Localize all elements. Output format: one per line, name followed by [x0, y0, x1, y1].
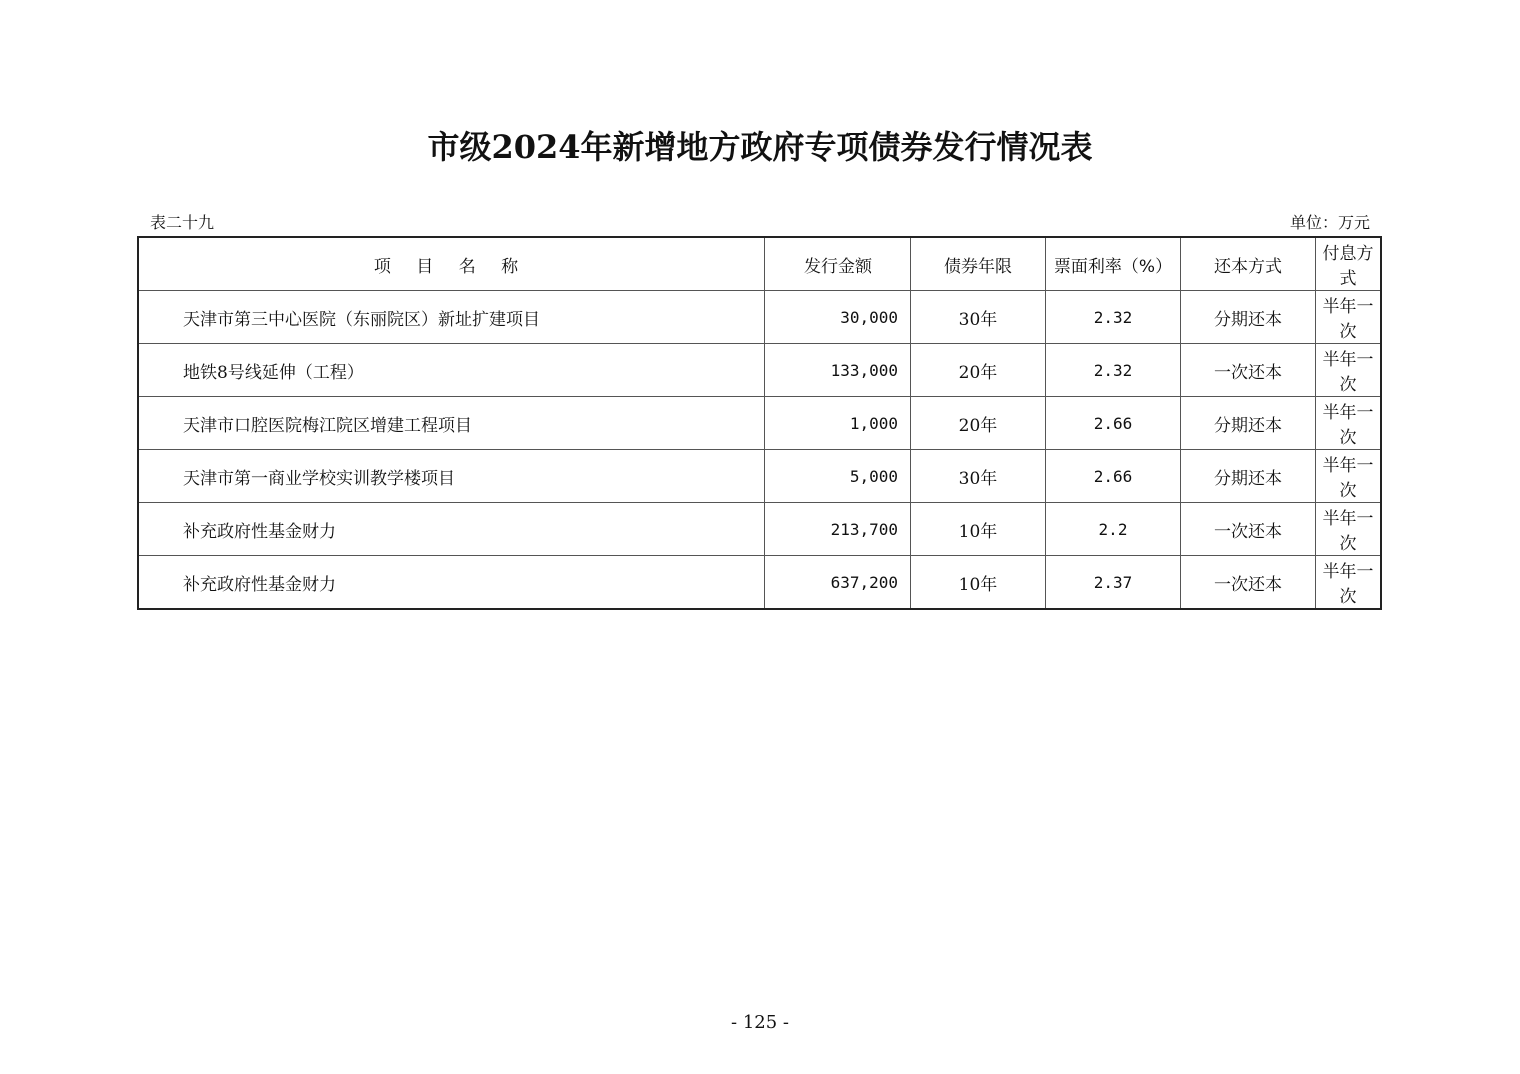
header-interest: 付息方式	[1316, 237, 1382, 291]
cell-rate: 2.32	[1046, 344, 1181, 397]
cell-amount: 1,000	[765, 397, 911, 450]
cell-interest: 半年一次	[1316, 450, 1382, 503]
cell-term: 10年	[911, 556, 1046, 610]
header-repayment: 还本方式	[1181, 237, 1316, 291]
cell-project-name: 补充政府性基金财力	[138, 503, 765, 556]
cell-project-name: 地铁8号线延伸（工程）	[138, 344, 765, 397]
cell-repayment: 一次还本	[1181, 503, 1316, 556]
unit-label: 单位：万元	[1289, 213, 1370, 232]
cell-rate: 2.66	[1046, 397, 1181, 450]
bond-issuance-table	[137, 236, 1382, 610]
cell-amount: 5,000	[765, 450, 911, 503]
header-amount: 发行金额	[765, 237, 911, 291]
cell-term: 30年	[911, 450, 1046, 503]
table-row	[138, 344, 1381, 397]
cell-repayment: 分期还本	[1181, 450, 1316, 503]
table-row	[138, 291, 1381, 344]
cell-amount: 637,200	[765, 556, 911, 610]
table-row	[138, 450, 1381, 503]
table-row	[138, 556, 1381, 610]
page-number: - 125 -	[731, 1012, 789, 1033]
cell-rate: 2.32	[1046, 291, 1181, 344]
header-rate: 票面利率（%）	[1046, 237, 1181, 291]
cell-repayment: 一次还本	[1181, 344, 1316, 397]
cell-interest: 半年一次	[1316, 344, 1382, 397]
table-header-row	[138, 237, 1381, 291]
cell-term: 20年	[911, 397, 1046, 450]
header-term: 债券年限	[911, 237, 1046, 291]
cell-project-name: 天津市第三中心医院（东丽院区）新址扩建项目	[138, 291, 765, 344]
cell-rate: 2.37	[1046, 556, 1181, 610]
page-title: 市级2024年新增地方政府专项债券发行情况表	[427, 128, 1093, 166]
header-project-name: 项 目 名 称	[138, 237, 765, 291]
cell-term: 10年	[911, 503, 1046, 556]
cell-amount: 133,000	[765, 344, 911, 397]
cell-project-name: 天津市口腔医院梅江院区增建工程项目	[138, 397, 765, 450]
cell-repayment: 分期还本	[1181, 291, 1316, 344]
cell-interest: 半年一次	[1316, 397, 1382, 450]
table-row	[138, 397, 1381, 450]
cell-rate: 2.66	[1046, 450, 1181, 503]
cell-interest: 半年一次	[1316, 503, 1382, 556]
cell-interest: 半年一次	[1316, 291, 1382, 344]
cell-repayment: 分期还本	[1181, 397, 1316, 450]
cell-amount: 30,000	[765, 291, 911, 344]
cell-interest: 半年一次	[1316, 556, 1382, 610]
cell-project-name: 补充政府性基金财力	[138, 556, 765, 610]
cell-repayment: 一次还本	[1181, 556, 1316, 610]
cell-term: 20年	[911, 344, 1046, 397]
cell-rate: 2.2	[1046, 503, 1181, 556]
cell-term: 30年	[911, 291, 1046, 344]
cell-amount: 213,700	[765, 503, 911, 556]
table-row	[138, 503, 1381, 556]
cell-project-name: 天津市第一商业学校实训教学楼项目	[138, 450, 765, 503]
table-number: 表二十九	[150, 213, 215, 232]
